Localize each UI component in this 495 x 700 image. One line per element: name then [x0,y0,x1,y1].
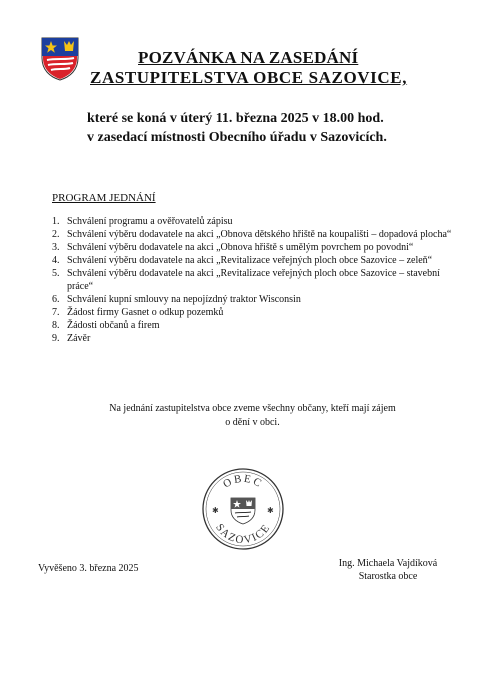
document-title [90,48,490,88]
item-number: 1. [52,216,60,227]
signatory-name: Ing. Michaela Vajdíková [338,558,438,569]
list-item [52,254,462,267]
item-number: 5. [52,268,60,279]
item-text: Schválení kupní smlouvy na nepojízdný traktor Wisconsin [67,294,301,305]
item-number: 3. [52,242,60,253]
item-number: 2. [52,229,60,240]
list-item [52,215,462,228]
item-number: 6. [52,294,60,305]
item-number: 9. [52,333,60,344]
invitation-text [75,402,430,430]
title-line-2: ZASTUPITELSTVA OBCE SAZOVICE, [90,68,408,87]
item-number: 8. [52,320,60,331]
invitation-line-1: Na jednání zastupitelstva obce zveme všechny občany, kteří mají zájem [109,403,396,414]
item-text: Žádost firmy Gasnet o odkup pozemků [67,307,224,318]
list-item [52,319,462,332]
meeting-date-time: které se koná v úterý 11. března 2025 v 18.00 hod. [87,111,384,126]
list-item [52,267,462,293]
invitation-line-2: o dění v obci. [225,417,280,428]
program-list [52,215,462,345]
item-text: Schválení programu a ověřovatelů zápisu [67,216,233,227]
item-text: Schválení výběru dodavatele na akci „Obnova hřiště s umělým povrchem po povodni“ [67,242,414,253]
item-text: Žádosti občanů a firem [67,320,160,331]
item-text: Schválení výběru dodavatele na akci „Obnova dětského hřiště na koupališti – dopadová plocha“ [67,229,452,240]
municipal-crest-icon [34,34,86,82]
list-item [52,293,462,306]
item-text: Závěr [67,333,91,344]
stamp-bottom-text: SAZOVICE [213,521,273,547]
stamp-top-text: OBEC [221,472,265,491]
title-line-1: POZVÁNKA NA ZASEDÁNÍ [138,48,359,67]
item-text: Schválení výběru dodavatele na akci „Revitalizace veřejných ploch obce Sazovice – zeleň“ [67,255,433,266]
svg-text:✱: ✱ [267,506,274,515]
municipal-seal-icon [200,466,286,552]
meeting-details [87,109,487,147]
signature-block [333,557,443,583]
list-item [52,306,462,319]
svg-text:✱: ✱ [212,506,219,515]
list-item [52,228,462,241]
item-text: Schválení výběru dodavatele na akci „Revitalizace veřejných ploch obce Sazovice – stavební práce“ [67,268,440,292]
program-heading: PROGRAM JEDNÁNÍ [52,192,156,204]
item-number: 4. [52,255,60,266]
list-item [52,332,462,345]
meeting-location: v zasedací místnosti Obecního úřadu v Sazovicích. [87,130,387,145]
list-item [52,241,462,254]
signatory-role: Starostka obce [358,571,418,582]
item-number: 7. [52,307,60,318]
posted-date: Vyvěšeno 3. března 2025 [38,563,139,574]
